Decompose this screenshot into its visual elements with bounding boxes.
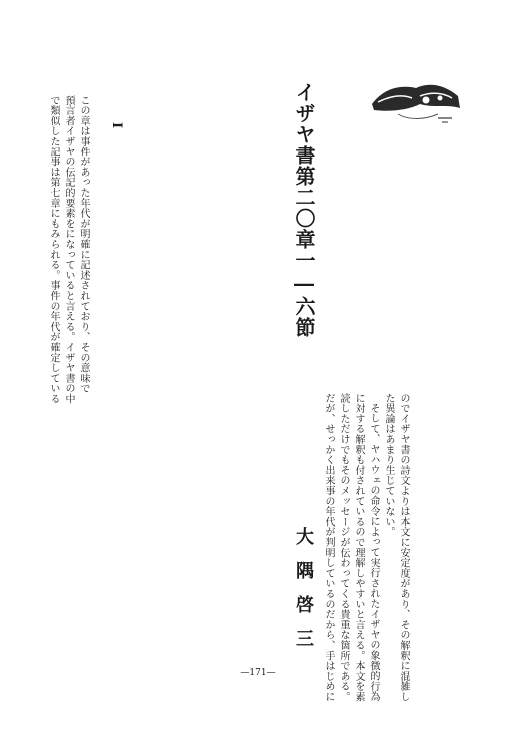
body-line: に対する解釈も付されているので理解しやすいと言える。本文を素 — [353, 393, 364, 702]
body-line: のでイザヤ書の詩文よりは本文に安定度があり、その解釈に混雑し — [398, 393, 409, 702]
body-line: 預言者イザヤの伝記的要素をになっていると言える。イザヤ書の中 — [63, 95, 74, 404]
body-line: そして、ヤハウェの命令によって実行されたイザヤの象徴的行為 — [368, 403, 379, 702]
body-column-top — [46, 95, 91, 404]
author-name: 大隅啓三 — [293, 527, 314, 663]
article-title: イザヤ書第二〇章一―六節 — [292, 82, 316, 338]
body-line: た異論はあまり生じていない。 — [383, 393, 394, 538]
body-line: で類似した記事は第七章にもみられる。事件の年代が確定している — [48, 95, 59, 404]
body-column-bottom — [321, 393, 411, 702]
section-heading: I — [109, 122, 124, 129]
page-number: —171— — [240, 668, 276, 678]
decorative-illustration — [368, 74, 464, 130]
body-line: この章は事件があった年代が明確に記述されており、その意味で — [78, 95, 89, 394]
body-line: 読しただけでもそのメッセージが伝わってくる貴重な箇所である。 — [338, 393, 349, 702]
body-line: だが、せっかく出来事の年代が判明しているのだから、手はじめに — [323, 393, 334, 702]
